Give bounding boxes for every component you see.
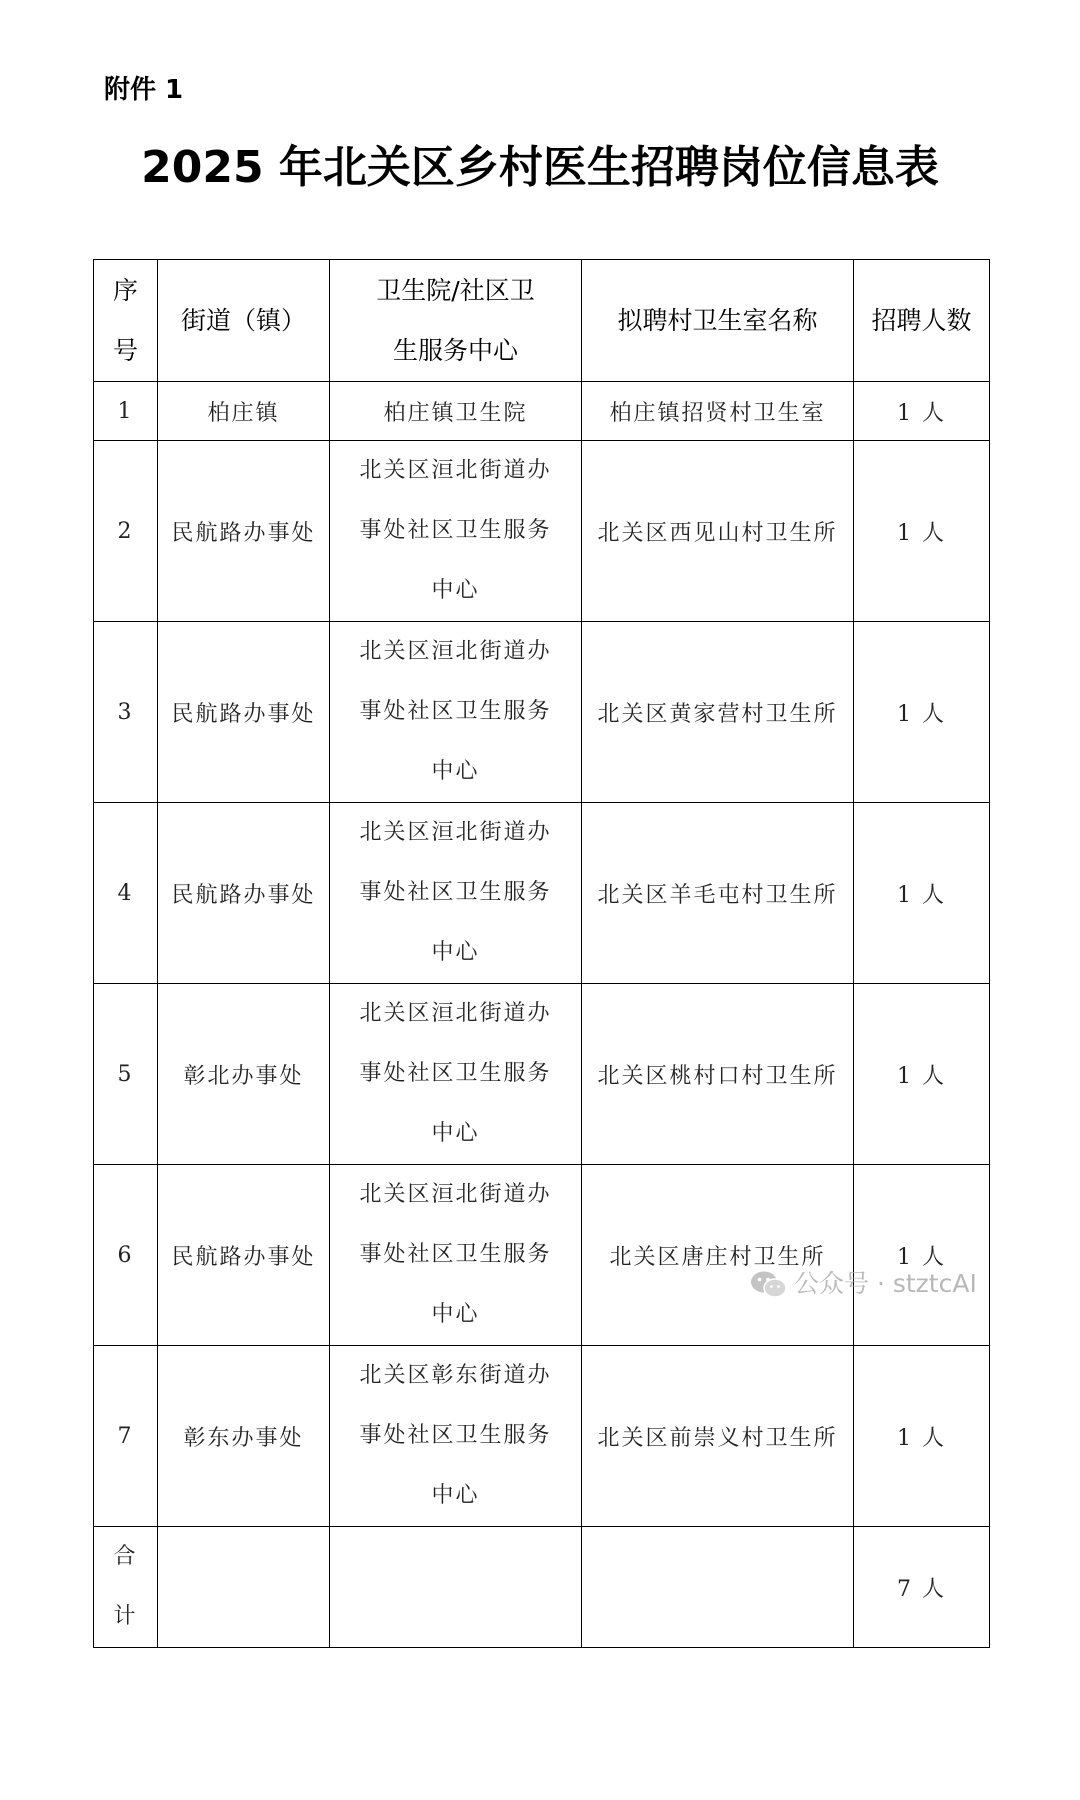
cell-seq: 5	[94, 984, 158, 1165]
cell-empty	[582, 1527, 854, 1648]
cell-center: 柏庄镇卫生院	[330, 382, 582, 441]
cell-count: 1 人	[854, 441, 990, 622]
watermark	[750, 1264, 977, 1304]
cell-center: 北关区洹北街道办事处社区卫生服务中心	[330, 441, 582, 622]
cell-center: 北关区彰东街道办事处社区卫生服务中心	[330, 1346, 582, 1527]
cell-count: 1 人	[854, 382, 990, 441]
header-seq: 序号	[94, 260, 158, 382]
recruitment-table	[93, 259, 990, 1648]
cell-clinic: 北关区西见山村卫生所	[582, 441, 854, 622]
cell-count: 1 人	[854, 984, 990, 1165]
cell-seq: 1	[94, 382, 158, 441]
wechat-icon	[750, 1270, 788, 1300]
cell-seq: 2	[94, 441, 158, 622]
cell-seq: 3	[94, 622, 158, 803]
cell-clinic: 北关区羊毛屯村卫生所	[582, 803, 854, 984]
cell-street: 彰东办事处	[158, 1346, 330, 1527]
header-street: 街道（镇）	[158, 260, 330, 382]
cell-total-count: 7 人	[854, 1527, 990, 1648]
cell-count: 1 人	[854, 622, 990, 803]
attachment-label: 附件 1	[104, 75, 184, 105]
cell-count: 1 人	[854, 803, 990, 984]
cell-center: 北关区洹北街道办事处社区卫生服务中心	[330, 803, 582, 984]
page-title: 2025 年北关区乡村医生招聘岗位信息表	[141, 142, 939, 193]
cell-count: 1 人	[854, 1346, 990, 1527]
cell-street: 民航路办事处	[158, 441, 330, 622]
table-row	[94, 441, 990, 622]
table-row	[94, 1165, 990, 1346]
cell-clinic: 北关区桃村口村卫生所	[582, 984, 854, 1165]
watermark-text: 公众号 · stztcAI	[794, 1269, 977, 1298]
table-total-row	[94, 1527, 990, 1648]
table-row	[94, 382, 990, 441]
cell-clinic: 北关区黄家营村卫生所	[582, 622, 854, 803]
cell-street: 民航路办事处	[158, 803, 330, 984]
cell-street: 彰北办事处	[158, 984, 330, 1165]
cell-street: 民航路办事处	[158, 1165, 330, 1346]
header-clinic: 拟聘村卫生室名称	[582, 260, 854, 382]
cell-seq: 6	[94, 1165, 158, 1346]
cell-count: 1 人	[854, 1165, 990, 1346]
cell-clinic: 柏庄镇招贤村卫生室	[582, 382, 854, 441]
table-row	[94, 803, 990, 984]
table-row	[94, 984, 990, 1165]
cell-seq: 4	[94, 803, 158, 984]
cell-seq: 7	[94, 1346, 158, 1527]
header-count: 招聘人数	[854, 260, 990, 382]
cell-empty	[158, 1527, 330, 1648]
cell-total-label: 合计	[94, 1527, 158, 1648]
table-row	[94, 622, 990, 803]
table-header-row	[94, 260, 990, 382]
cell-street: 柏庄镇	[158, 382, 330, 441]
cell-clinic: 北关区唐庄村卫生所	[582, 1165, 854, 1346]
header-center: 卫生院/社区卫生服务中心	[330, 260, 582, 382]
cell-center: 北关区洹北街道办事处社区卫生服务中心	[330, 622, 582, 803]
cell-empty	[330, 1527, 582, 1648]
cell-center: 北关区洹北街道办事处社区卫生服务中心	[330, 984, 582, 1165]
cell-center: 北关区洹北街道办事处社区卫生服务中心	[330, 1165, 582, 1346]
cell-clinic: 北关区前崇义村卫生所	[582, 1346, 854, 1527]
table-row	[94, 1346, 990, 1527]
cell-street: 民航路办事处	[158, 622, 330, 803]
